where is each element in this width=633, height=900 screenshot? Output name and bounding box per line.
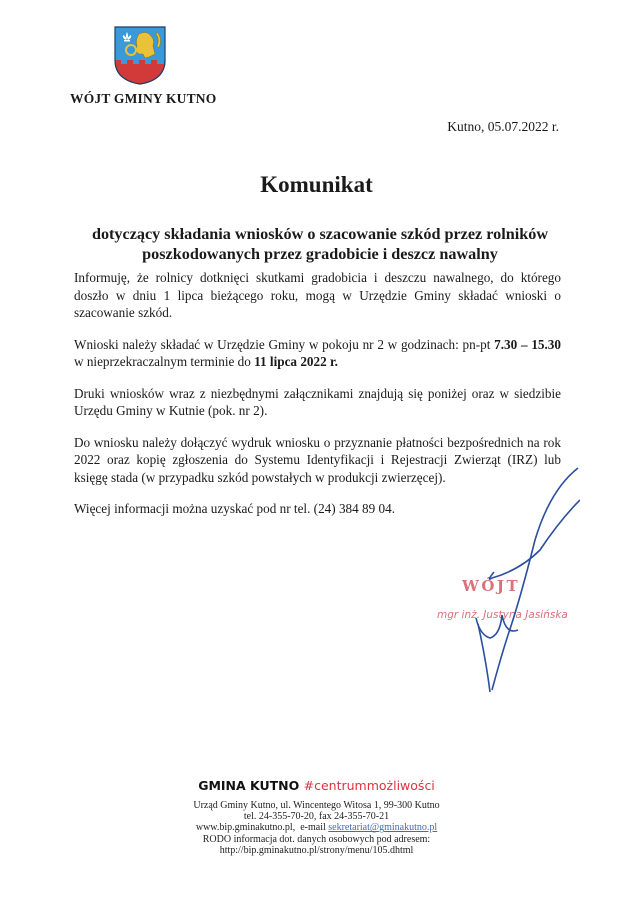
footer-phone: tel. 24-355-70-20, fax 24-355-70-21 [243,811,390,823]
office-hours: 7.30 – 15.30 [494,336,561,352]
email-label: e-mail [300,822,326,834]
deadline-date: 11 lipca 2022 r. [254,354,338,369]
hours-text: Wnioski należy składać w Urzędzie Gminy w pokoju nr 2 w godzinach: pn-pt [74,336,495,352]
email-link[interactable]: sekretariat@gminakutno.pl [328,822,438,834]
footer-rodo: RODO informacja dot. danych osobowych pod adresem: [202,833,431,845]
brand-hashtag: #centrummożliwości [303,778,435,793]
paragraph-contact: Więcej informacji można uzyskać pod nr tel. (24) 384 89 04. [74,501,395,516]
footer-rodo-url[interactable]: http://bip.gminakutno.pl/strony/menu/105.dhtml [219,844,414,856]
document-date: Kutno, 05.07.2022 r. [447,119,559,134]
paragraph-intro: Informuję, że rolnicy dotknięci skutkami gradobicia i deszczu nawalnego, do którego doszło w dniu 1 lipca bieżącego roku, mogą w Urzędzie Gminy składać wnioski o szacowanie szkód. [74,270,561,320]
stamp-name: mgr inż. Justyna Jasińska [437,609,568,621]
footer-address: Urząd Gminy Kutno, ul. Wincentego Witosa 1, 99-300 Kutno [193,800,440,811]
website-link[interactable]: www.bip.gminakutno.pl, [195,822,296,834]
document-title: Komunikat [260,172,373,197]
paragraph-submission-hours [74,336,561,371]
handwritten-signature-icon [440,460,580,700]
footer-brand [0,778,633,793]
footer [0,778,633,856]
subtitle-line-2: poszkodowanych przez gradobicie i deszcz nawalny [142,245,498,263]
footer-web-email [0,822,633,833]
brand-name: GMINA KUTNO [198,778,300,793]
deadline-text: w nieprzekraczalnym terminie do [74,354,255,369]
subtitle-line-1: dotyczący składania wniosków o szacowanie szkód przez rolników [91,225,549,243]
paragraph-forms: Druki wniosków wraz z niezbędnymi załącznikami znajdują się poniżej oraz w siedzibie Urzędu Gminy w Kutnie (pok. nr 2). [74,385,561,418]
organization-name: WÓJT GMINY KUTNO [70,91,217,106]
document-subtitle [40,224,600,264]
paragraph-attachments: Do wniosku należy dołączyć wydruk wniosku o przyznanie płatności bezpośrednich na rok 2022 oraz kopię zgłoszenia do Systemu Identyfikacji i Rejestracji Zwierząt (IRZ) lub księgę stada (w przypadku szkód powstałych w produkcji zwierzęcej). [74,434,561,485]
stamp-title: WÓJT [462,577,521,595]
coat-of-arms-icon [109,24,171,86]
